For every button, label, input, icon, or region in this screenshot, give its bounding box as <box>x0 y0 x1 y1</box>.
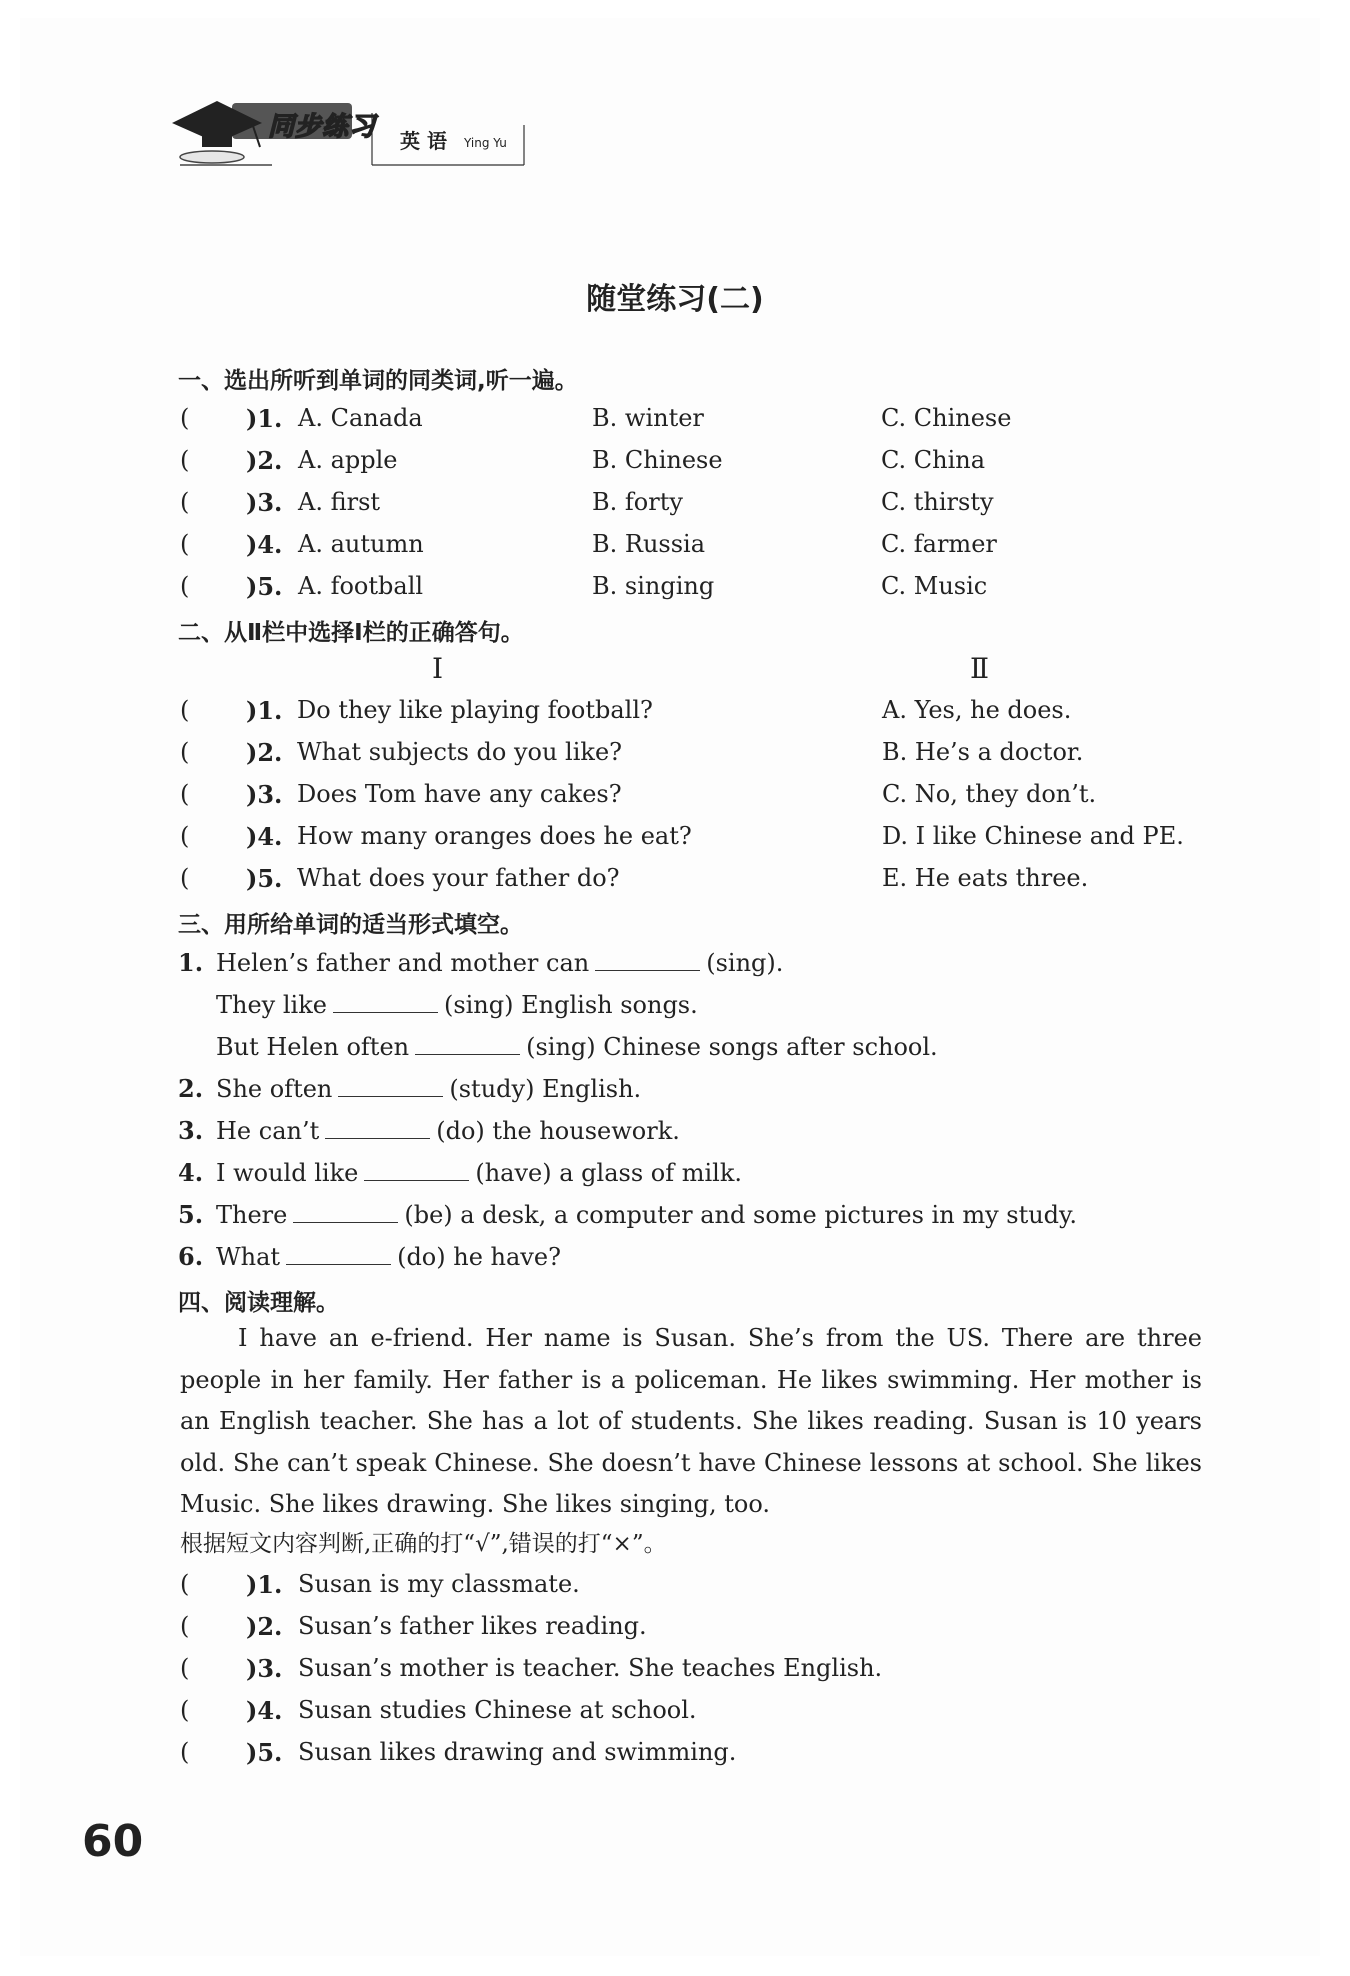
item-suffix: (do) the housework. <box>436 1117 680 1145</box>
answer-blank[interactable] <box>415 1032 520 1055</box>
fill-blank-item <box>178 1158 742 1187</box>
option-c: C. thirsty <box>881 488 994 516</box>
item-prefix: They like <box>216 991 327 1019</box>
item-suffix: (sing) English songs. <box>443 991 698 1019</box>
answer-blank[interactable] <box>595 948 700 971</box>
question-number: )1. <box>246 696 283 725</box>
question-number: )1. <box>246 404 283 433</box>
answer-paren[interactable]: ( <box>180 1738 190 1766</box>
question-number: )3. <box>246 1654 283 1683</box>
option-a: A. autumn <box>298 530 424 558</box>
answer-paren[interactable]: ( <box>180 864 190 892</box>
option-b: B. winter <box>592 404 704 432</box>
item-suffix: (sing) Chinese songs after school. <box>526 1033 938 1061</box>
item-suffix: (be) a desk, a computer and some pictures in my study. <box>404 1201 1078 1229</box>
question-number: )2. <box>246 446 283 475</box>
answer-paren[interactable]: ( <box>180 780 190 808</box>
option-c: C. farmer <box>881 530 997 558</box>
judgement-instruction: 根据短文内容判断,正确的打“√”,错误的打“×”。 <box>180 1531 667 1557</box>
option-c: C. Music <box>881 572 988 600</box>
item-prefix: But Helen often <box>216 1033 410 1061</box>
page-number: 60 <box>82 1816 144 1867</box>
answer-paren[interactable]: ( <box>180 738 190 766</box>
column-2-header: Ⅱ <box>970 652 990 685</box>
answer-paren[interactable]: ( <box>180 822 190 850</box>
answer-blank[interactable] <box>364 1158 469 1181</box>
question-text: What does your father do? <box>297 864 620 892</box>
answer-paren[interactable]: ( <box>180 572 190 600</box>
item-number: 1. <box>178 948 204 977</box>
item-prefix: I would like <box>216 1159 359 1187</box>
question-number: )2. <box>246 1612 283 1641</box>
question-number: )5. <box>246 864 283 893</box>
page-title: 随堂练习(二) <box>586 282 764 317</box>
question-number: )1. <box>246 1570 283 1599</box>
answer-option: A. Yes, he does. <box>882 696 1072 724</box>
question-number: )4. <box>246 530 283 559</box>
section4-heading: 四、阅读理解。 <box>178 1290 339 1316</box>
answer-paren[interactable]: ( <box>180 404 190 432</box>
answer-option: E. He eats three. <box>882 864 1089 892</box>
answer-blank[interactable] <box>325 1116 430 1139</box>
question-number: )5. <box>246 1738 283 1767</box>
header-pinyin: Ying Yu <box>464 136 507 150</box>
item-suffix: (do) he have? <box>397 1243 561 1271</box>
question-number: )2. <box>246 738 283 767</box>
option-a: A. apple <box>298 446 398 474</box>
section1-heading: 一、选出所听到单词的同类词,听一遍。 <box>178 368 578 394</box>
item-suffix: (sing). <box>706 949 784 977</box>
fill-blank-item <box>178 1116 680 1145</box>
answer-blank[interactable] <box>293 1200 398 1223</box>
answer-paren[interactable]: ( <box>180 530 190 558</box>
item-prefix: He can’t <box>216 1117 320 1145</box>
header-banner: 同步练习 <box>268 112 377 142</box>
option-a: A. first <box>298 488 381 516</box>
fill-blank-item <box>178 1074 641 1103</box>
item-suffix: (have) a glass of milk. <box>475 1159 742 1187</box>
item-prefix: Helen’s father and mother can <box>216 949 590 977</box>
item-prefix: She often <box>216 1075 333 1103</box>
statement-text: Susan studies Chinese at school. <box>298 1696 697 1724</box>
answer-paren[interactable]: ( <box>180 446 190 474</box>
section3-heading: 三、用所给单词的适当形式填空。 <box>178 912 523 938</box>
item-number: 6. <box>178 1242 204 1271</box>
statement-text: Susan’s father likes reading. <box>298 1612 647 1640</box>
option-b: B. Chinese <box>592 446 723 474</box>
question-text: Do they like playing football? <box>297 696 653 724</box>
answer-option: D. I like Chinese and PE. <box>882 822 1184 850</box>
option-b: B. forty <box>592 488 683 516</box>
answer-paren[interactable]: ( <box>180 1570 190 1598</box>
fill-blank-item <box>178 948 783 977</box>
answer-blank[interactable] <box>333 990 438 1013</box>
section2-heading: 二、从Ⅱ栏中选择Ⅰ栏的正确答句。 <box>178 620 524 646</box>
fill-blank-item <box>178 1032 938 1061</box>
question-text: How many oranges does he eat? <box>297 822 692 850</box>
statement-text: Susan likes drawing and swimming. <box>298 1738 737 1766</box>
fill-blank-item <box>178 990 698 1019</box>
answer-blank[interactable] <box>286 1242 391 1265</box>
option-a: A. football <box>298 572 424 600</box>
reading-passage <box>180 1318 1202 1526</box>
answer-paren[interactable]: ( <box>180 1612 190 1640</box>
question-number: )4. <box>246 1696 283 1725</box>
passage-text: I have an e-friend. Her name is Susan. She’s from the US. There are three people in her family. Her father is a policeman. He likes swimming. Her mother is an English teacher. She has a lot of students. She likes reading. Susan is 10 years old. She can’t speak Chinese. She doesn’t have Chinese lessons at school. She likes Music. She likes drawing. She likes singing, too. <box>180 1324 1202 1518</box>
item-suffix: (study) English. <box>449 1075 642 1103</box>
item-number: 4. <box>178 1158 204 1187</box>
option-c: C. Chinese <box>881 404 1012 432</box>
fill-blank-item <box>178 1200 1077 1229</box>
answer-paren[interactable]: ( <box>180 1654 190 1682</box>
option-b: B. Russia <box>592 530 706 558</box>
item-prefix: What <box>216 1243 281 1271</box>
statement-text: Susan is my classmate. <box>298 1570 580 1598</box>
item-number: 3. <box>178 1116 204 1145</box>
option-b: B. singing <box>592 572 715 600</box>
question-number: )5. <box>246 572 283 601</box>
question-number: )3. <box>246 780 283 809</box>
answer-paren[interactable]: ( <box>180 488 190 516</box>
question-number: )4. <box>246 822 283 851</box>
question-text: What subjects do you like? <box>297 738 623 766</box>
question-number: )3. <box>246 488 283 517</box>
statement-text: Susan’s mother is teacher. She teaches English. <box>298 1654 883 1682</box>
item-prefix: There <box>216 1201 288 1229</box>
item-number: 5. <box>178 1200 204 1229</box>
answer-option: B. He’s a doctor. <box>882 738 1084 766</box>
question-text: Does Tom have any cakes? <box>297 780 622 808</box>
option-a: A. Canada <box>298 404 423 432</box>
header-subject: 英 语 <box>400 129 447 153</box>
item-number: 2. <box>178 1074 204 1103</box>
answer-blank[interactable] <box>338 1074 443 1097</box>
answer-option: C. No, they don’t. <box>882 780 1097 808</box>
answer-paren[interactable]: ( <box>180 696 190 724</box>
option-c: C. China <box>881 446 986 474</box>
answer-paren[interactable]: ( <box>180 1696 190 1724</box>
fill-blank-item <box>178 1242 561 1271</box>
column-1-header: Ⅰ <box>432 652 444 685</box>
